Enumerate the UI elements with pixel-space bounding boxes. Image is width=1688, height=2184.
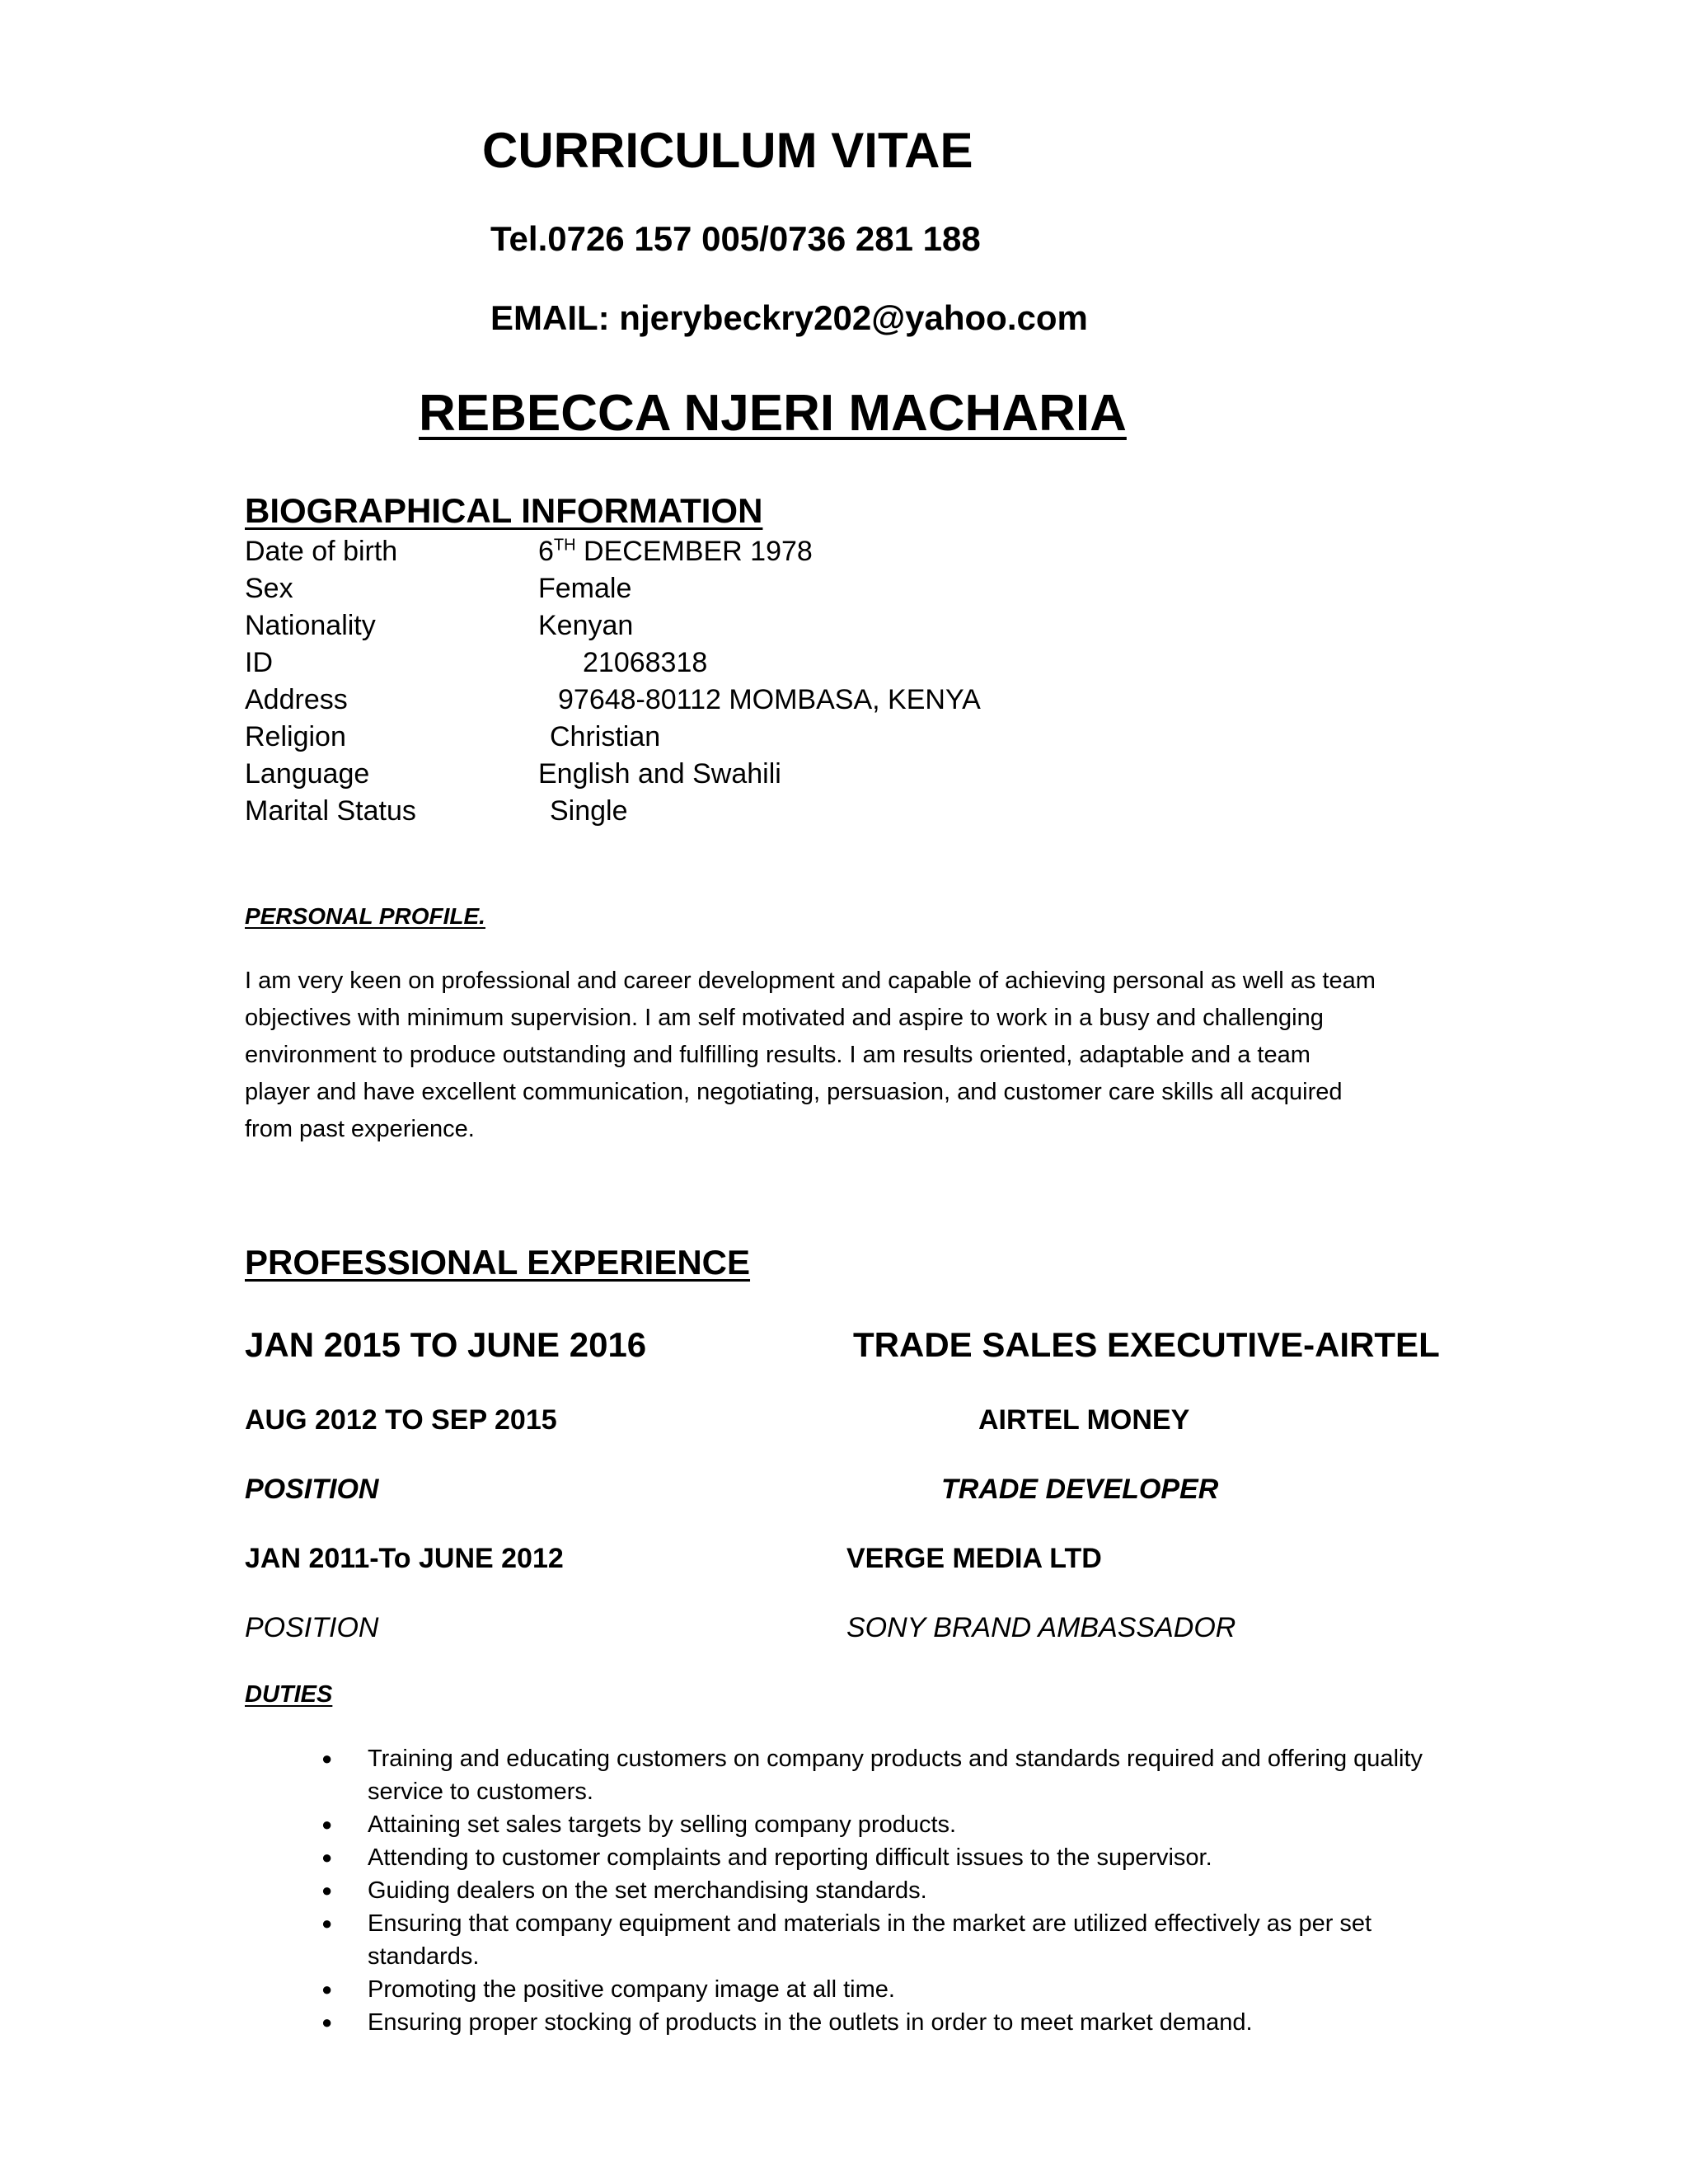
bullet-icon: ●: [321, 1979, 333, 1999]
bullet-icon: ●: [321, 1748, 333, 1769]
position-label: POSITION: [245, 1474, 379, 1505]
bullet-icon: ●: [321, 1847, 333, 1868]
experience-employer: AIRTEL MONEY: [978, 1404, 1190, 1436]
bio-value: English and Swahili: [538, 758, 781, 790]
bio-value: 21068318: [583, 647, 708, 678]
position-value: TRADE DEVELOPER: [941, 1474, 1219, 1505]
personal-profile-heading: PERSONAL PROFILE.: [245, 903, 485, 929]
bio-label: Marital Status: [245, 795, 416, 827]
candidate-name: REBECCA NJERI MACHARIA: [419, 385, 1127, 442]
bio-value: Single: [550, 795, 628, 827]
bio-label: Address: [245, 684, 348, 715]
document-title: CURRICULUM VITAE: [482, 123, 973, 178]
biographical-heading: BIOGRAPHICAL INFORMATION: [245, 491, 763, 530]
duty-text: Ensuring that company equipment and materials in the market are utilized effectively as per set standards.: [368, 1910, 1372, 1970]
bullet-icon: ●: [321, 1913, 333, 1933]
bio-label: Religion: [245, 721, 346, 752]
experience-title: TRADE SALES EXECUTIVE-AIRTEL: [853, 1325, 1440, 1364]
bio-label: Nationality: [245, 610, 376, 641]
bullet-icon: ●: [321, 1814, 333, 1835]
bio-label: Language: [245, 758, 370, 790]
bio-label: Sex: [245, 573, 293, 604]
duty-text: Ensuring proper stocking of products in the outlets in order to meet market demand.: [368, 2009, 1253, 2036]
experience-period: JAN 2011-To JUNE 2012: [245, 1543, 564, 1574]
experience-period: AUG 2012 TO SEP 2015: [245, 1404, 557, 1436]
duty-text: Guiding dealers on the set merchandising standards.: [368, 1877, 927, 1904]
bio-value: Kenyan: [538, 610, 634, 641]
bio-value: Christian: [550, 721, 661, 752]
bullet-icon: ●: [321, 1880, 333, 1900]
experience-employer: VERGE MEDIA LTD: [846, 1543, 1102, 1574]
bio-value: Female: [538, 573, 632, 604]
bio-label: Date of birth: [245, 536, 398, 567]
bio-label: ID: [245, 647, 273, 678]
position-label: POSITION: [245, 1612, 379, 1643]
position-value: SONY BRAND AMBASSADOR: [846, 1612, 1236, 1643]
telephone-line: Tel.0726 157 005/0736 281 188: [490, 219, 981, 258]
bio-value: 6TH DECEMBER 1978: [538, 536, 813, 567]
personal-profile-text: I am very keen on professional and career development and capable of achieving personal as well as team objectives with minimum supervision. I am self motivated and aspire to work in a busy and challenging environment to produce outstanding and fulfilling results. I am results oriented, adaptable and a team player and have excellent communication, negotiating, persuasion, and customer care skills all acquired from past experience.: [245, 968, 1376, 1142]
duty-text: Attending to customer complaints and reporting difficult issues to the supervisor.: [368, 1844, 1212, 1871]
professional-experience-heading: PROFESSIONAL EXPERIENCE: [245, 1243, 751, 1282]
bio-value: 97648-80112 MOMBASA, KENYA: [558, 684, 981, 715]
duties-heading: DUTIES: [245, 1681, 333, 1708]
email-line: EMAIL: njerybeckry202@yahoo.com: [490, 298, 1088, 337]
bullet-icon: ●: [321, 2012, 333, 2032]
experience-period: JAN 2015 TO JUNE 2016: [245, 1325, 647, 1364]
duty-text: Attaining set sales targets by selling company products.: [368, 1811, 957, 1838]
duty-text: Promoting the positive company image at all time.: [368, 1976, 895, 2003]
duty-text: Training and educating customers on company products and standards required and offering quality service to customers.: [368, 1746, 1423, 1805]
